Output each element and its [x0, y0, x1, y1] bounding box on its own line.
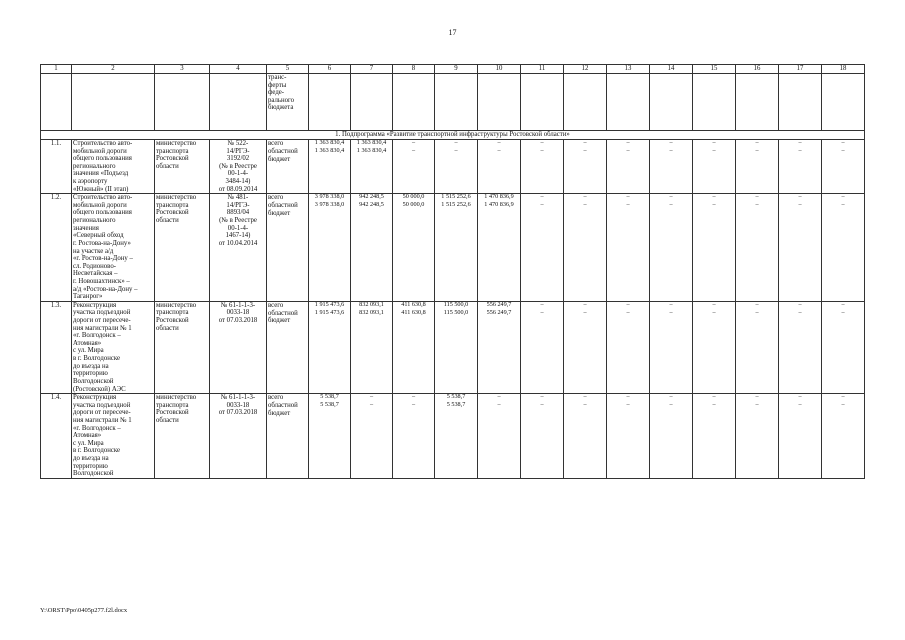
header-second-row	[41, 74, 865, 131]
amount-total: –	[712, 193, 716, 201]
amount-regional: 3 978 338,0	[314, 201, 345, 209]
amount-cell-col-14	[650, 394, 693, 479]
amount-total: 832 093,1	[359, 301, 384, 308]
responsible-agency: министерство транспорта Ростовской области	[155, 301, 210, 393]
amount-regional: –	[626, 147, 630, 154]
amount-regional: 1 363 830,4	[314, 147, 345, 154]
header-col-2: 2	[72, 65, 155, 74]
header-col-13: 13	[607, 65, 650, 74]
source-regional-budget: областной бюджет	[268, 202, 298, 217]
amount-cell-col-15	[693, 194, 736, 302]
amount-total: –	[540, 301, 544, 308]
amount-regional: –	[540, 147, 544, 154]
amount-regional: –	[841, 401, 845, 409]
footer-file-path: Y:\ORST\Ppo\0405p277.f2l.docx	[40, 607, 128, 614]
amount-regional: –	[712, 401, 716, 409]
header-col-17: 17	[779, 65, 822, 74]
amount-total: –	[841, 301, 845, 308]
amount-regional: –	[369, 401, 374, 409]
table-row	[41, 394, 865, 479]
amount-regional: 942 248,5	[359, 201, 384, 209]
amount-regional: –	[798, 147, 802, 154]
amount-total: 5 538,7	[446, 393, 466, 401]
responsible-agency: министерство транспорта Ростовской области	[155, 194, 210, 302]
amount-regional: –	[626, 308, 630, 316]
amount-regional: –	[626, 401, 630, 409]
amount-regional: –	[841, 147, 845, 154]
amount-regional: 1 363 830,4	[356, 147, 387, 154]
amount-total: –	[712, 139, 716, 146]
amount-cell-col-11	[521, 301, 564, 393]
amount-cell-col-13	[607, 140, 650, 194]
header-col-5: 5	[267, 65, 309, 74]
amount-regional: –	[540, 308, 544, 316]
program-finance-table	[40, 64, 865, 479]
amount-cell-col-11	[521, 140, 564, 194]
amount-cell-col-9	[435, 194, 478, 302]
source-total: всего	[268, 194, 284, 202]
amount-cell-col-6	[309, 394, 351, 479]
amount-cell-col-10	[478, 140, 521, 194]
amount-total: 411 630,8	[401, 301, 426, 308]
source-regional-budget: областной бюджет	[268, 148, 298, 163]
source-regional-budget: областной бюджет	[268, 309, 298, 325]
amount-regional: –	[712, 308, 716, 316]
amount-regional: –	[798, 201, 802, 209]
row-number: 1.4.	[41, 394, 72, 479]
row-number: 1.1.	[41, 140, 72, 194]
amount-total: –	[497, 393, 501, 401]
amount-total: 1 470 836,9	[484, 193, 514, 201]
amount-cell-col-16	[736, 194, 779, 302]
amount-total: 5 538,7	[320, 393, 339, 401]
amount-cell-col-11	[521, 394, 564, 479]
amount-cell-col-6	[309, 140, 351, 194]
amount-total: –	[669, 393, 673, 401]
amount-total: –	[669, 301, 673, 308]
header-col-6: 6	[309, 65, 351, 74]
subprogram-row	[41, 131, 865, 140]
project-name: Строительство авто- мобильной дороги общего пользования регионального значения «Подъезд к аэропорту «Южный» (II этап)	[72, 140, 155, 194]
amount-regional: –	[669, 201, 673, 209]
amount-cell-col-7	[351, 394, 393, 479]
amount-total: 1 915 473,6	[314, 301, 345, 308]
amount-cell-col-10	[478, 301, 521, 393]
amount-regional: 411 630,8	[401, 308, 426, 316]
expertise-document: № 481- 14/РГЭ- 8893/04 (№ в Реестре 00-1-4- 1467-14) от 10.04.2014	[210, 194, 267, 302]
amount-cell-col-15	[693, 140, 736, 194]
source-regional-budget: областной бюджет	[268, 402, 298, 417]
header-col-11: 11	[521, 65, 564, 74]
amount-total: –	[798, 301, 802, 308]
amount-regional: 832 093,1	[359, 308, 384, 316]
amount-regional: –	[798, 308, 802, 316]
amount-cell-col-6	[309, 194, 351, 302]
amount-total: –	[712, 393, 716, 401]
amount-cell-col-12	[564, 394, 607, 479]
amount-cell-col-17	[779, 301, 822, 393]
amount-cell-col-14	[650, 140, 693, 194]
amount-cell-col-14	[650, 301, 693, 393]
amount-total: –	[369, 393, 374, 401]
amount-total: –	[454, 139, 458, 146]
header-col-4: 4	[210, 65, 267, 74]
header-col-10: 10	[478, 65, 521, 74]
header-col-15: 15	[693, 65, 736, 74]
amount-total: –	[755, 139, 759, 146]
amount-total: 1 363 830,4	[314, 139, 345, 146]
amount-cell-col-17	[779, 194, 822, 302]
header-col-16: 16	[736, 65, 779, 74]
amount-cell-col-8	[393, 301, 435, 393]
project-name: Реконструкция участка подъездной дороги от пересече- ния магистрали № 1 «г. Волгодонск – Атомная» с ул. Мира в г. Волгодонске до въезда на территорию Волгодонской	[72, 394, 155, 479]
amount-regional: –	[755, 401, 759, 409]
amount-cell-col-16	[736, 394, 779, 479]
amount-regional: –	[841, 308, 845, 316]
amount-total: –	[755, 393, 759, 401]
amount-cell-col-16	[736, 140, 779, 194]
funding-source-cell	[267, 301, 309, 393]
amount-cell-col-10	[478, 394, 521, 479]
amount-total: –	[583, 193, 587, 201]
expertise-document: № 61-1-1-3- 0033-18 от 07.03.2018	[210, 301, 267, 393]
funding-source-cell	[267, 140, 309, 194]
amount-cell-col-7	[351, 194, 393, 302]
amount-total: –	[798, 193, 802, 201]
amount-regional: –	[755, 308, 759, 316]
amount-total: –	[626, 393, 630, 401]
amount-total: 1 515 252,6	[441, 193, 471, 201]
amount-cell-col-11	[521, 194, 564, 302]
amount-total: 556 249,7	[486, 301, 512, 308]
amount-cell-col-14	[650, 194, 693, 302]
amount-total: –	[755, 301, 759, 308]
table-row	[41, 194, 865, 302]
amount-cell-col-17	[779, 394, 822, 479]
amount-cell-col-7	[351, 301, 393, 393]
amount-regional: –	[669, 147, 673, 154]
amount-total: –	[583, 393, 587, 401]
amount-cell-col-8	[393, 194, 435, 302]
header-col-14: 14	[650, 65, 693, 74]
amount-regional: –	[454, 147, 458, 154]
funding-source-cell	[267, 394, 309, 479]
amount-total: –	[411, 393, 416, 401]
table-row	[41, 301, 865, 393]
amount-regional: –	[583, 401, 587, 409]
amount-total: –	[841, 139, 845, 146]
amount-regional: –	[669, 401, 673, 409]
amount-regional: –	[411, 401, 416, 409]
amount-cell-col-17	[779, 140, 822, 194]
amount-regional: –	[755, 147, 759, 154]
row-number: 1.3.	[41, 301, 72, 393]
amount-regional: –	[583, 147, 587, 154]
amount-regional: –	[540, 201, 544, 209]
amount-regional: –	[497, 147, 501, 154]
amount-cell-col-15	[693, 301, 736, 393]
amount-cell-col-18	[822, 140, 865, 194]
amount-regional: –	[669, 308, 673, 316]
amount-regional: –	[583, 201, 587, 209]
amount-total: –	[583, 301, 587, 308]
amount-regional: –	[626, 201, 630, 209]
amount-cell-col-13	[607, 301, 650, 393]
amount-cell-col-18	[822, 301, 865, 393]
header-col-1: 1	[41, 65, 72, 74]
amount-regional: 115 500,0	[443, 308, 469, 316]
table-row	[41, 140, 865, 194]
amount-total: 50 000,0	[402, 193, 425, 201]
amount-total: –	[755, 193, 759, 201]
amount-regional: –	[841, 201, 845, 209]
amount-cell-col-12	[564, 140, 607, 194]
amount-total: –	[626, 139, 630, 146]
amount-total: 942 248,5	[359, 193, 384, 201]
responsible-agency: министерство транспорта Ростовской области	[155, 140, 210, 194]
amount-total: –	[712, 301, 716, 308]
amount-cell-col-16	[736, 301, 779, 393]
amount-regional: –	[583, 308, 587, 316]
expertise-document: № 522- 14/РГЭ- 3192/02 (№ в Реестре 00-1-4- 3484-14) от 08.09.2014	[210, 140, 267, 194]
amount-regional: –	[411, 147, 416, 154]
amount-regional: 1 915 473,6	[314, 308, 345, 316]
amount-regional: 1 470 836,9	[484, 201, 514, 209]
amount-total: 115 500,0	[443, 301, 469, 308]
amount-cell-col-8	[393, 394, 435, 479]
amount-cell-col-6	[309, 301, 351, 393]
source-total: всего	[268, 394, 284, 402]
amount-total: –	[841, 193, 845, 201]
amount-cell-col-7	[351, 140, 393, 194]
amount-regional: 5 538,7	[320, 401, 339, 409]
header-col-3: 3	[155, 65, 210, 74]
header-col-9: 9	[435, 65, 478, 74]
amount-total: –	[411, 139, 416, 146]
header-col-8: 8	[393, 65, 435, 74]
amount-total: –	[497, 139, 501, 146]
amount-regional: –	[755, 201, 759, 209]
amount-total: –	[669, 139, 673, 146]
header-col-18: 18	[822, 65, 865, 74]
amount-total: –	[540, 393, 544, 401]
amount-total: –	[841, 393, 845, 401]
amount-regional: 556 249,7	[486, 308, 512, 316]
page-number: 17	[448, 28, 457, 37]
header-number-row	[41, 65, 865, 74]
project-name: Реконструкция участка подъездной дороги от пересече- ния магистрали № 1 «г. Волгодонск – Атомная» с ул. Мира в г. Волгодонске до въезда на территорию Волгодонской (Ростовской) АЭС	[72, 301, 155, 393]
amount-total: –	[669, 193, 673, 201]
amount-regional: –	[798, 401, 802, 409]
amount-cell-col-10	[478, 194, 521, 302]
header-col-7: 7	[351, 65, 393, 74]
subprogram-title: 1. Подпрограмма «Развитие транспортной инфраструктуры Ростовской области»	[41, 131, 865, 140]
amount-total: 1 363 830,4	[356, 139, 387, 146]
amount-cell-col-12	[564, 194, 607, 302]
amount-cell-col-13	[607, 194, 650, 302]
source-total: всего	[268, 140, 284, 147]
amount-total: –	[626, 193, 630, 201]
amount-cell-col-18	[822, 394, 865, 479]
amount-total: –	[540, 139, 544, 146]
amount-total: –	[540, 193, 544, 201]
amount-cell-col-9	[435, 394, 478, 479]
responsible-agency: министерство транспорта Ростовской области	[155, 394, 210, 479]
amount-cell-col-9	[435, 140, 478, 194]
col5-header-cell: транс- ферты феде- рального бюджета	[267, 74, 309, 131]
amount-regional: –	[540, 401, 544, 409]
amount-total: –	[583, 139, 587, 146]
project-name: Строительство авто- мобильной дороги общего пользования регионального значения «Северный обход г. Ростова-на-Дону» на участке а/д «г. Ростов-на-Дону – сл. Родионово- Несветайская – г. Новошахтинск» – а/д «Ростов-на-Дону – Таганрог»	[72, 194, 155, 302]
amount-total: 3 978 338,0	[314, 193, 345, 201]
amount-total: –	[626, 301, 630, 308]
amount-cell-col-18	[822, 194, 865, 302]
amount-cell-col-13	[607, 394, 650, 479]
amount-regional: –	[497, 401, 501, 409]
amount-cell-col-9	[435, 301, 478, 393]
row-number: 1.2.	[41, 194, 72, 302]
amount-regional: 1 515 252,6	[441, 201, 471, 209]
expertise-document: № 61-1-1-3- 0033-18 от 07.03.2018	[210, 394, 267, 479]
amount-regional: –	[712, 201, 716, 209]
funding-source-cell	[267, 194, 309, 302]
amount-cell-col-8	[393, 140, 435, 194]
amount-total: –	[798, 393, 802, 401]
header-col-12: 12	[564, 65, 607, 74]
amount-regional: –	[712, 147, 716, 154]
amount-cell-col-12	[564, 301, 607, 393]
source-total: всего	[268, 301, 284, 309]
amount-regional: 50 000,0	[402, 201, 425, 209]
amount-total: –	[798, 139, 802, 146]
amount-cell-col-15	[693, 394, 736, 479]
amount-regional: 5 538,7	[446, 401, 466, 409]
